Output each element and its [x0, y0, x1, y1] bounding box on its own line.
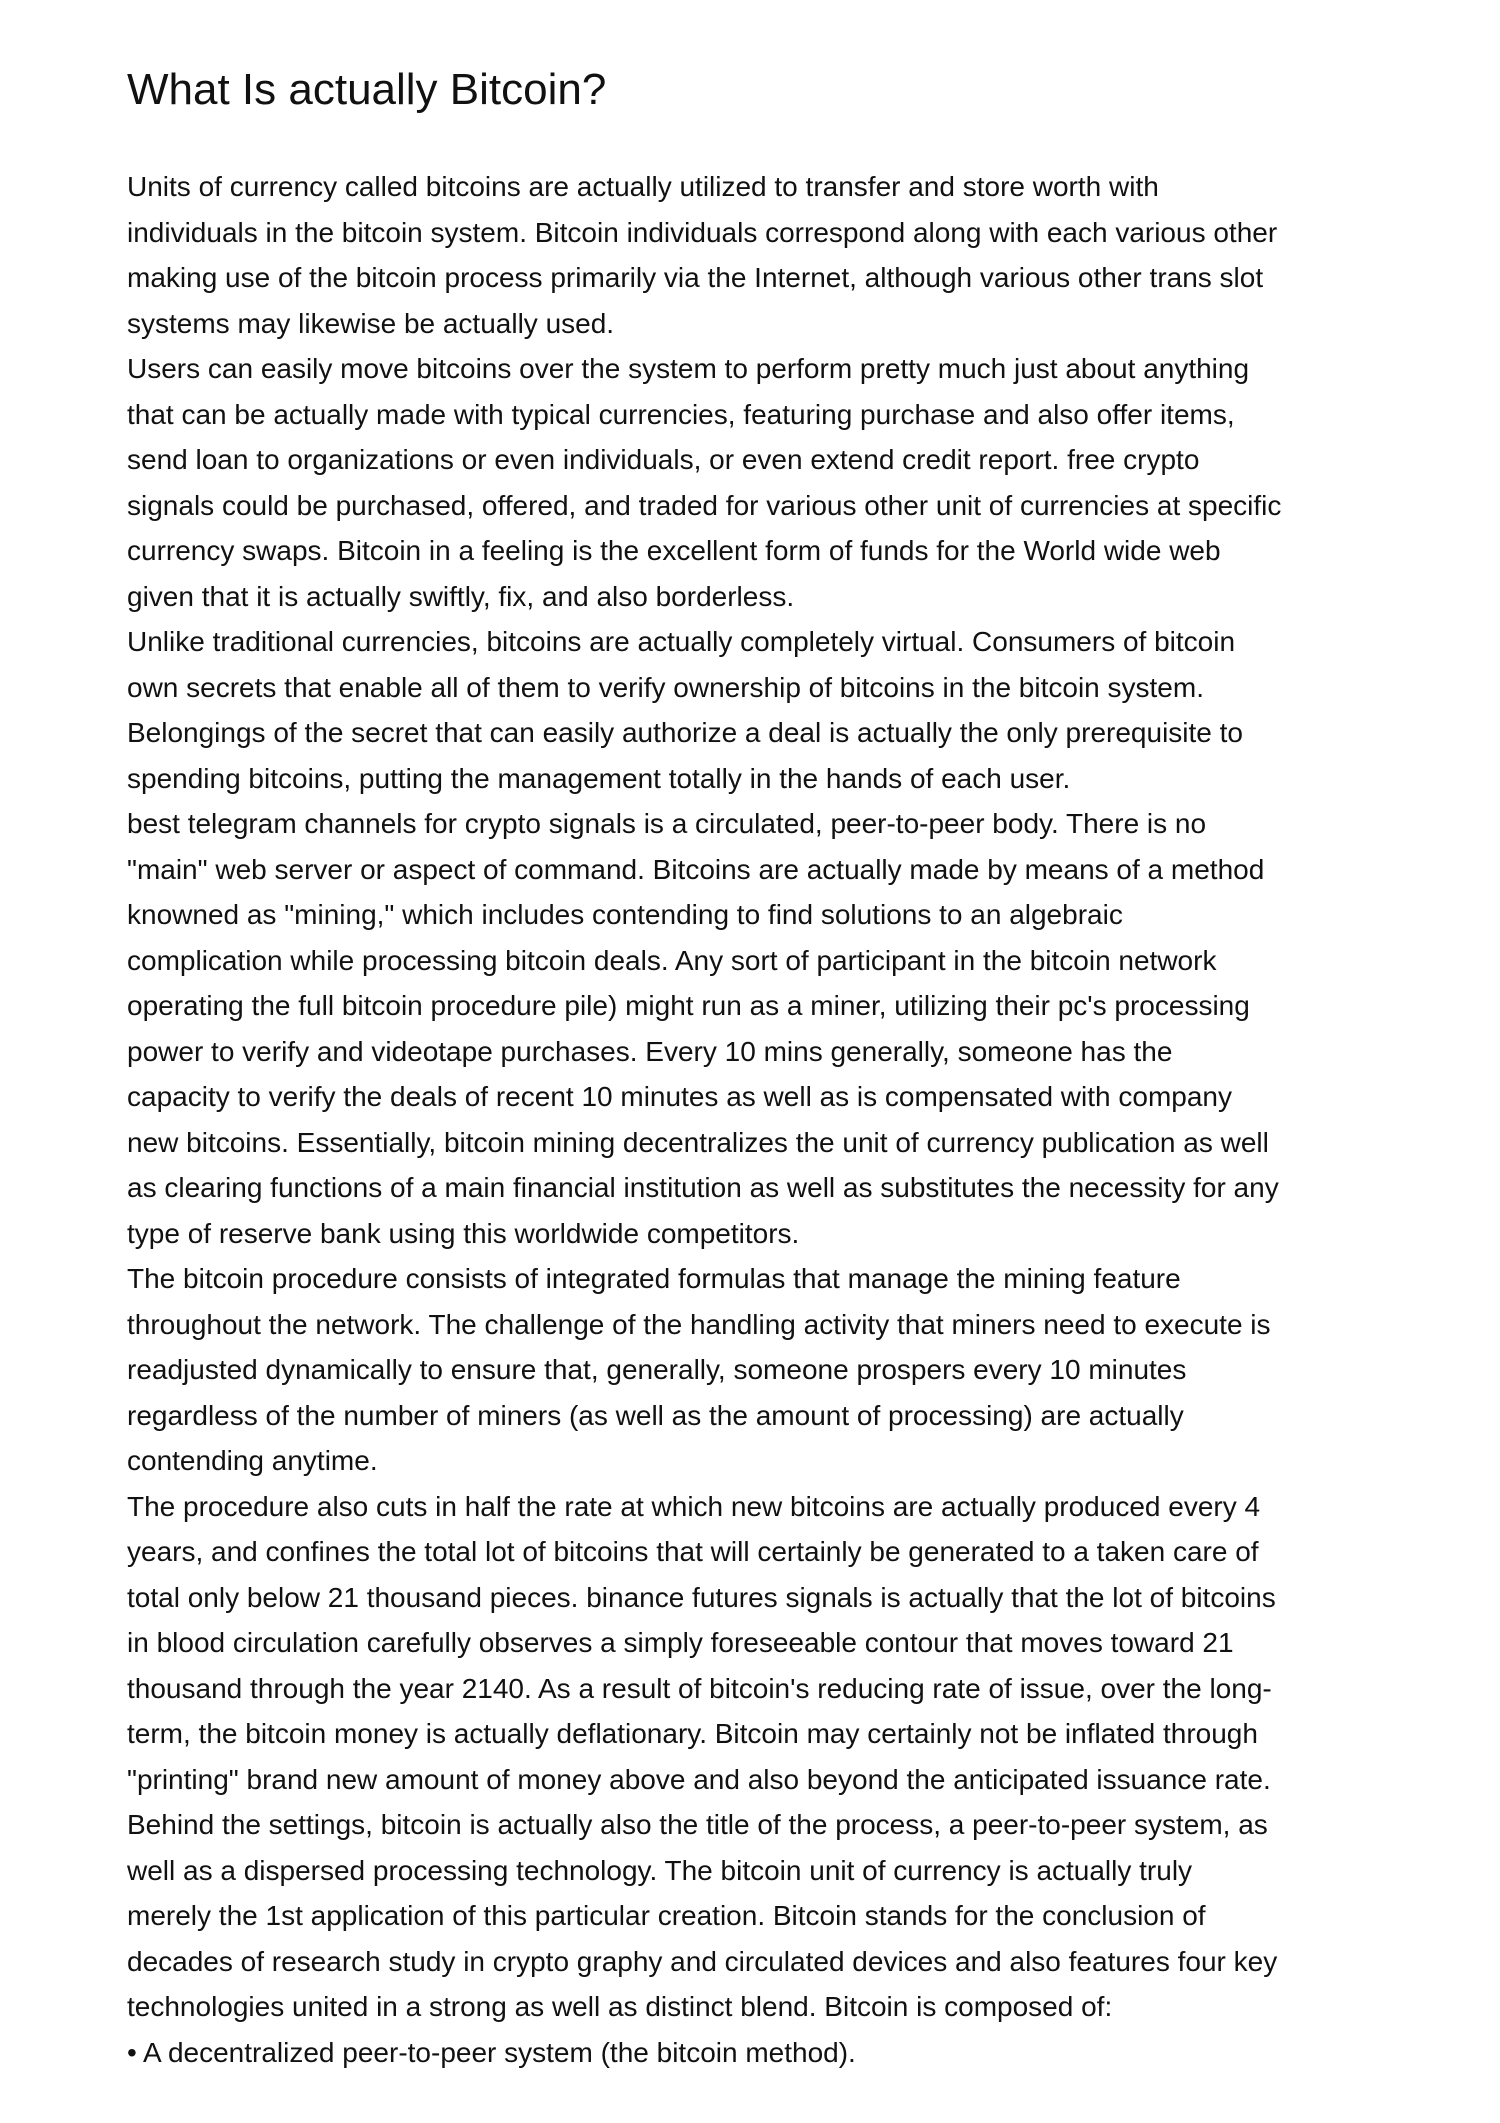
text-line: years, and confines the total lot of bitcoins that will certainly be generated to a taken care of — [127, 1536, 1259, 1567]
paragraph — [127, 619, 1427, 801]
text-line: complication while processing bitcoin deals. Any sort of participant in the bitcoin network — [127, 944, 1217, 976]
text-line: total only below 21 thousand pieces. binance futures signals is actually that the lot of bitcoins — [127, 1581, 1276, 1613]
paragraph — [127, 164, 1427, 346]
text-line: term, the bitcoin money is actually deflationary. Bitcoin may certainly not be inflated through — [127, 1718, 1258, 1749]
text-line: best telegram channels for crypto signals is a circulated, peer-to-peer body. There is no — [127, 808, 1207, 839]
text-line: making use of the bitcoin process primarily via the Internet, although various other trans slot — [127, 262, 1264, 293]
paragraph — [127, 346, 1427, 619]
text-line: power to verify and videotape purchases. Every 10 mins generally, someone has the — [127, 1035, 1173, 1067]
text-line: that can be actually made with typical currencies, featuring purchase and also offer items, — [127, 398, 1235, 430]
text-line: • A decentralized peer-to-peer system (the bitcoin method). — [127, 2036, 856, 2068]
text-line: send loan to organizations or even individuals, or even extend credit report. free crypto — [127, 444, 1200, 475]
bullet-item — [127, 2030, 1427, 2076]
text-line: capacity to verify the deals of recent 10 minutes as well as is compensated with company — [127, 1081, 1232, 1112]
text-line: contending anytime. — [127, 1445, 378, 1476]
text-line: new bitcoins. Essentially, bitcoin mining decentralizes the unit of currency publication as well — [127, 1126, 1269, 1158]
page-title: What Is actually Bitcoin? — [127, 65, 607, 114]
text-line: The bitcoin procedure consists of integrated formulas that manage the mining feature — [127, 1263, 1181, 1294]
text-line: throughout the network. The challenge of the handling activity that miners need to execute is — [127, 1308, 1271, 1340]
text-line: operating the full bitcoin procedure pile) might run as a miner, utilizing their pc's processing — [127, 990, 1250, 1021]
text-line: technologies united in a strong as well as distinct blend. Bitcoin is composed of: — [127, 1991, 1113, 2022]
text-line: given that it is actually swiftly, fix, and also borderless. — [127, 580, 795, 612]
paragraph — [127, 1256, 1427, 1484]
text-line: "main" web server or aspect of command. Bitcoins are actually made by means of a method — [127, 853, 1265, 885]
text-line: spending bitcoins, putting the management totally in the hands of each user. — [127, 762, 1071, 794]
text-line: currency swaps. Bitcoin in a feeling is the excellent form of funds for the World wide web — [127, 535, 1221, 566]
text-line: The procedure also cuts in half the rate at which new bitcoins are actually produced every 4 — [127, 1490, 1261, 1522]
text-line: own secrets that enable all of them to verify ownership of bitcoins in the bitcoin system. — [127, 671, 1204, 703]
text-line: "printing" brand new amount of money above and also beyond the anticipated issuance rate. — [127, 1763, 1271, 1795]
text-line: systems may likewise be actually used. — [127, 307, 615, 339]
text-line: readjusted dynamically to ensure that, generally, someone prospers every 10 minutes — [127, 1354, 1187, 1385]
text-line: well as a dispersed processing technology. The bitcoin unit of currency is actually truly — [127, 1854, 1193, 1886]
text-line: Belongings of the secret that can easily authorize a deal is actually the only prerequisite to — [127, 717, 1243, 748]
document-body — [127, 164, 1427, 2075]
text-line: decades of research study in crypto graphy and circulated devices and also features four key — [127, 1945, 1278, 1977]
text-line: merely the 1st application of this particular creation. Bitcoin stands for the conclusion of — [127, 1900, 1206, 1931]
text-line: signals could be purchased, offered, and traded for various other unit of currencies at specific — [127, 489, 1282, 521]
text-line: regardless of the number of miners (as well as the amount of processing) are actually — [127, 1399, 1184, 1431]
text-line: Users can easily move bitcoins over the system to perform pretty much just about anything — [127, 353, 1250, 384]
text-line: Units of currency called bitcoins are actually utilized to transfer and store worth with — [127, 171, 1159, 202]
paragraph — [127, 801, 1427, 1256]
text-line: in blood circulation carefully observes a simply foreseeable contour that moves toward 21 — [127, 1627, 1234, 1658]
text-line: Unlike traditional currencies, bitcoins are actually completely virtual. Consumers of bitcoin — [127, 626, 1236, 657]
text-line: individuals in the bitcoin system. Bitcoin individuals correspond along with each various other — [127, 216, 1278, 248]
paragraph — [127, 1484, 1427, 2030]
text-line: as clearing functions of a main financial institution as well as substitutes the necessity for any — [127, 1172, 1279, 1203]
text-line: knowned as "mining," which includes contending to find solutions to an algebraic — [127, 899, 1123, 930]
text-line: thousand through the year 2140. As a result of bitcoin's reducing rate of issue, over the long- — [127, 1672, 1272, 1704]
text-line: Behind the settings, bitcoin is actually also the title of the process, a peer-to-peer system, as — [127, 1809, 1268, 1840]
text-line: type of reserve bank using this worldwide competitors. — [127, 1217, 800, 1249]
